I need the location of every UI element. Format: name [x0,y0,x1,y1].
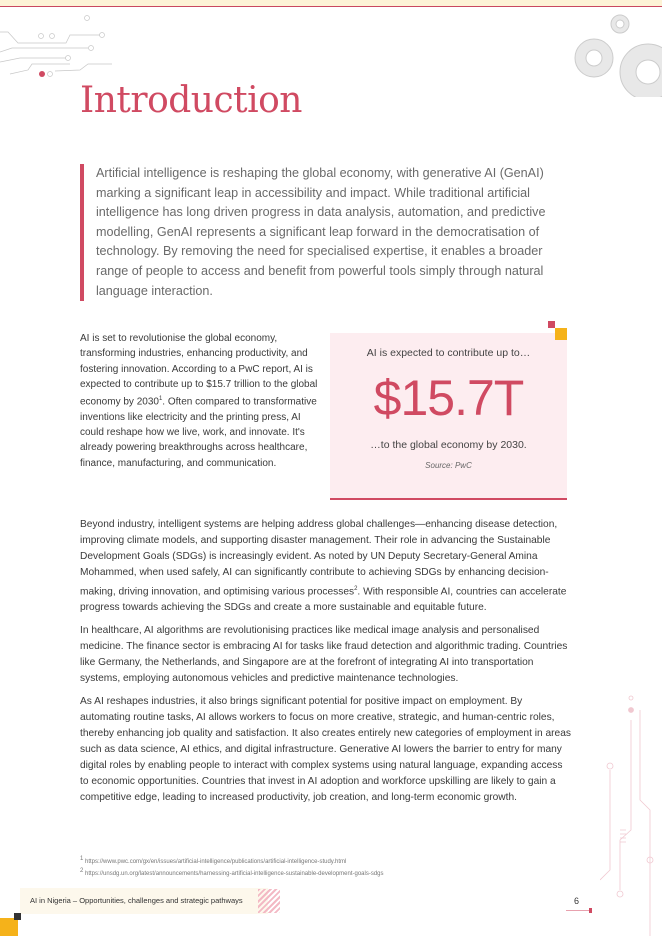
lead-paragraph: Artificial intelligence is reshaping the global economy, with generative AI (GenAI) marking a significant leap in accessibility and impact. While traditional artificial intelligence has long driven progress in data analysis, automation, and predictive modelling, GenAI represents a significant leap forward in the democratisation of technology. By removing the need for specialised expertise, it enables a broader range of people to access and benefit from powerful tools simply through natural language interaction. [80,164,576,301]
accent-square [555,328,567,340]
intro-column [80,331,320,471]
body-text [80,517,572,813]
callout-line2: …to the global economy by 2030. [370,439,527,451]
footnote-number: 2 [80,868,84,874]
hatch-decoration [258,889,280,913]
callout-source: Source: PwC [425,461,472,470]
footnotes [80,855,384,879]
circuit-decoration-icon [0,12,120,82]
circuit-decoration-icon [600,690,662,936]
accent-square [548,321,555,328]
page-title: Introduction [80,80,302,121]
top-band [0,0,662,7]
divider [566,910,590,911]
footnote-ref[interactable]: 1 [158,396,163,403]
footnote-link[interactable]: https://www.pwc.com/gx/en/issues/artificial-intelligence/publications/artificial-intelligence-study.html [85,859,347,865]
footnote-ref[interactable]: 2 [354,586,358,592]
page-number: 6 [574,896,580,906]
paragraph: As AI reshapes industries, it also brings significant potential for positive impact on employment. By automating routine tasks, AI allows workers to focus on more creative, strategic, and human-centric roles, thereby enhancing job quality and satisfaction. It also creates entirely new categories of employment in areas such as data science, AI ethics, and digital infrastructure. Generative AI lowers the barrier to entry for many digital roles by enabling people to interact with complex systems using natural language, expanding access to economic opportunities. Countries that invest in AI adoption and workforce upskilling are likely to gain a competitive edge, leading to increased productivity, job creation, and long-term economic growth. [80,696,571,804]
corner-accent [0,918,18,936]
footnote-number: 1 [80,856,84,862]
paragraph: In healthcare, AI algorithms are revolutionising practices like medical image analysis and personalised medicine. The finance sector is embracing AI for tasks like fraud detection and algorithmic trading. Countries like Germany, the Netherlands, and Singapore are at the forefront of integrating AI into transportation systems, employing autonomous vehicles and predictive maintenance technologies. [80,625,568,685]
callout-box [330,333,567,500]
text: . With responsible AI, countries can accelerate progress towards achieving the SDGs and create a more sustainable and equitable future. [80,586,567,614]
gears-icon [568,12,662,97]
paragraph [80,517,572,616]
text: Beyond industry, intelligent systems are helping address global challenges—enhancing disease detection, improving climate models, and supporting disaster management. Their role in advancing the Sustainable Development Goals (SDGs) is increasingly evident. As noted by UN Deputy Secretary-General Amina Mohammed, when used safely, AI can significantly contribute to achieving SDGs by enhancing decision-making, driving innovation, and optimising various processes [80,519,558,598]
footnote [80,867,384,879]
accent-mark [589,908,592,913]
footer-title: AI in Nigeria – Opportunities, challenges and strategic pathways [20,888,268,914]
footnote-link[interactable]: https://unsdg.un.org/latest/announcements/harnessing-artificial-intelligence-sustainable-development-goals-sdgs [85,871,384,877]
footnote [80,855,384,867]
callout-value: $15.7T [373,370,524,426]
text: AI is set to revolutionise the global economy, transforming industries, enhancing productivity, and fostering innovation. According to a PwC report, AI is expected to contribute up to $15.7 trillion to the global economy by 2030 [80,333,318,408]
callout-line1: AI is expected to contribute up to… [366,347,531,359]
text: . Often compared to transformative inventions like electricity and the printing press, AI could reshape how we live, work, and innovate. It's already powering breakthroughs across healthcare, finance, manufacturing, and communication. [80,396,317,469]
corner-accent [14,913,21,920]
